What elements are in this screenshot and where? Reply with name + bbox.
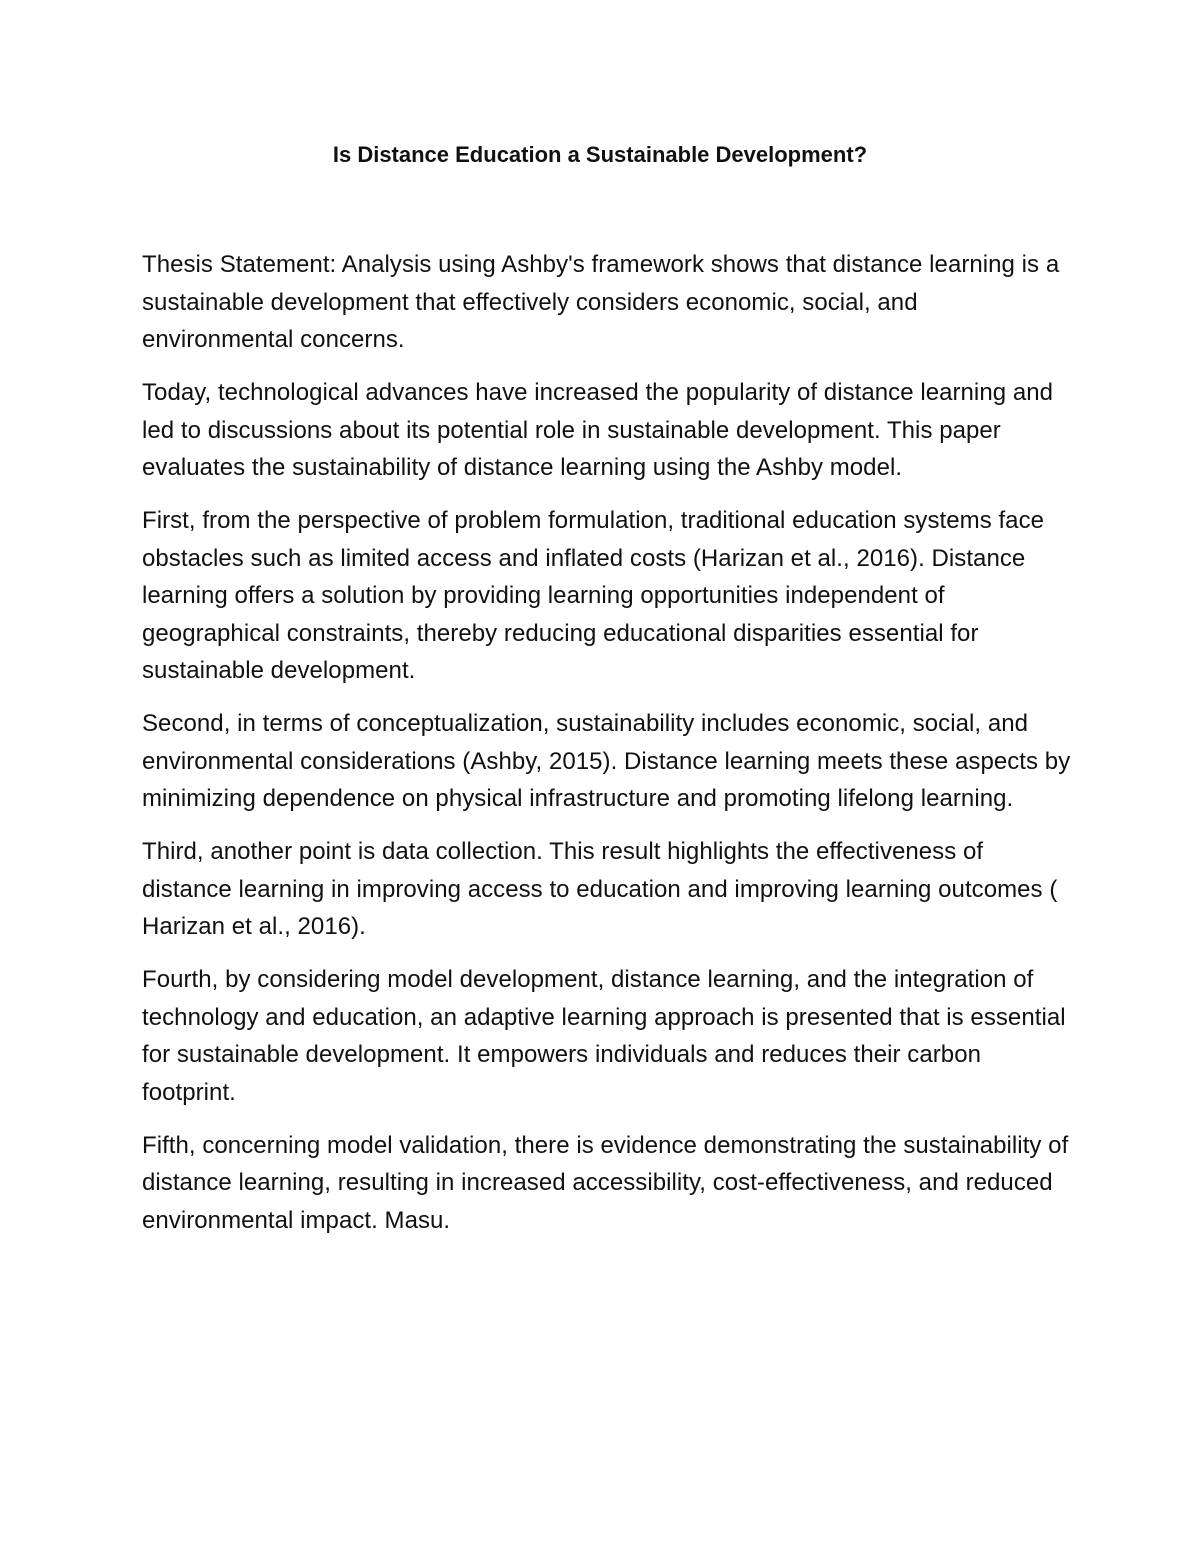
document-title: Is Distance Education a Sustainable Development?	[332, 142, 868, 167]
data-collection-paragraph: Third, another point is data collection. This result highlights the effectiveness of distance learning in improving access to education and improving learning outcomes ( Harizan et al., 2016).	[142, 838, 1058, 940]
model-validation-paragraph: Fifth, concerning model validation, there is evidence demonstrating the sustainability of distance learning, resulting in increased accessibility, cost-effectiveness, and reduced environmental impact. Masu.	[142, 1131, 1069, 1234]
conceptualization-paragraph: Second, in terms of conceptualization, sustainability includes economic, social, and environmental considerations (Ashby, 2015). Distance learning meets these aspects by minimizing dependence on physical infrastructure and promoting lifelong learning.	[142, 710, 1071, 812]
introduction-paragraph: Today, technological advances have increased the popularity of distance learning and led to discussions about its potential role in sustainable development. This paper evaluates the sustainability of distance learning using the Ashby model.	[142, 379, 1054, 481]
document-body	[142, 246, 1072, 1255]
model-development-paragraph: Fourth, by considering model development, distance learning, and the integration of technology and education, an adaptive learning approach is presented that is essential for sustainable development. It empowers individuals and reduces their carbon footprint.	[142, 966, 1066, 1106]
thesis-paragraph: Thesis Statement: Analysis using Ashby's framework shows that distance learning is a sustainable development that effectively considers economic, social, and environmental concerns.	[142, 251, 1060, 353]
problem-formulation-paragraph: First, from the perspective of problem formulation, traditional education systems face obstacles such as limited access and inflated costs (Harizan et al., 2016). Distance learning offers a solution by providing learning opportunities independent of geographical constraints, thereby reducing educational disparities essential for sustainable development.	[142, 507, 1045, 684]
